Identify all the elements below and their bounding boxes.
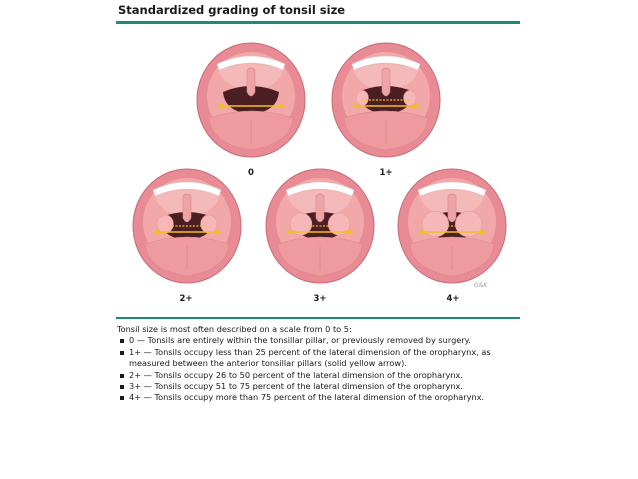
bullet-icon [120,351,124,355]
page-title: Standardized grading of tonsil size [118,3,346,17]
grade-definition-text: 0 — Tonsils are entirely within the tonsillar pillar, or previously removed by surgery. [129,335,471,346]
grade-definition-text: 4+ — Tonsils occupy more than 75 percent of the lateral dimension of the oropharynx. [129,392,485,403]
mouth-illustration-grade-1 [330,40,442,158]
bullet-icon [120,396,124,400]
grade-label-4: 4+ [446,294,460,304]
mouth-illustration-grade-3 [264,166,376,284]
bullet-icon [120,339,124,343]
uvula [247,68,255,96]
mouth-illustration-grade-0 [195,40,307,158]
grade-definition-item [117,392,517,403]
bullet-icon [120,385,124,389]
header-divider [116,21,520,24]
caption-intro: Tonsil size is most often described on a scale from 0 to 5: [117,324,352,334]
left-tonsil [422,211,449,237]
uvula [183,194,191,222]
grade-definition-text: 3+ — Tonsils occupy 51 to 75 percent of the lateral dimension of the oropharynx. [129,381,463,392]
grade-label-3: 3+ [313,294,327,304]
uvula [382,68,390,96]
grade-definition-text: 2+ — Tonsils occupy 26 to 50 percent of the lateral dimension of the oropharynx. [129,369,463,380]
uvula [316,194,324,222]
mouth-illustration-grade-4 [396,166,508,284]
right-tonsil [201,215,217,233]
caption-divider [116,317,520,319]
artist-signature: G&K [474,282,488,289]
grade-label-2: 2+ [179,294,193,304]
grade-definition-item [117,370,517,381]
grade-definition-list [117,335,517,403]
bullet-icon [120,374,124,378]
grade-definition-item [117,335,517,346]
grade-definition-item [117,381,517,392]
grade-definition-text: 1+ — Tonsils occupy less than 25 percent of the lateral dimension of the oropharynx, as measured between the anterior tonsillar pillars (solid yellow arrow). [129,346,491,369]
right-tonsil [455,211,482,237]
left-tonsil [157,215,173,233]
uvula [448,194,456,222]
grade-definition-item [117,347,517,370]
caption [117,324,517,404]
grade-label-0: 0 [248,168,254,178]
grade-label-1: 1+ [379,168,393,178]
mouth-illustration-grade-2 [131,166,243,284]
